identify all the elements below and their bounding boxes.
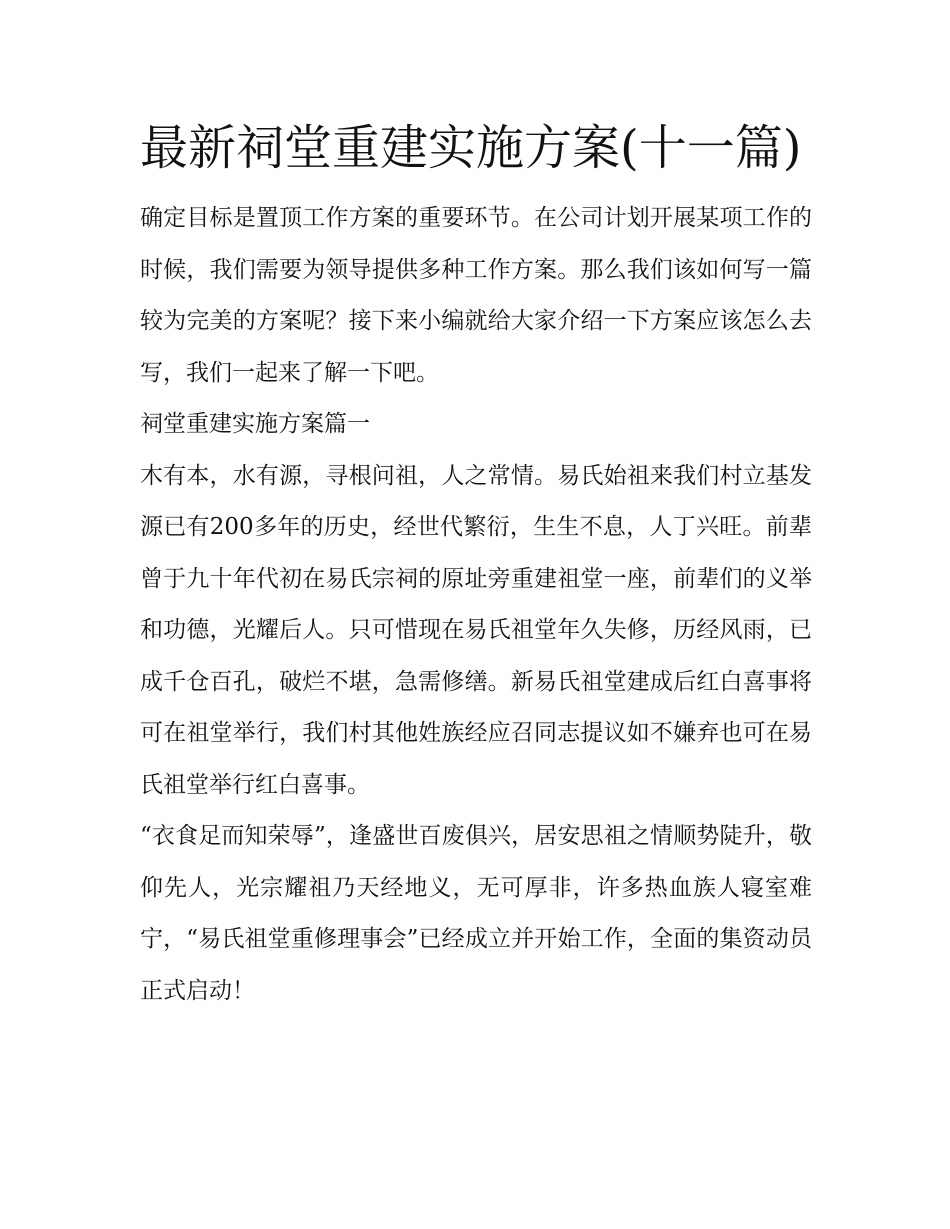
document-title: 最新祠堂重建实施方案(十一篇) <box>140 120 802 176</box>
body-paragraph-1: 木有本，水有源，寻根问祖，人之常情。易氏始祖来我们村立基发源已有200多年的历史，经世代繁衍，生生不息，人丁兴旺。前辈曾于九十年代初在易氏宗祠的原址旁重建祖堂一座，前辈们的义举和功德，光耀后人。只可惜现在易氏祖堂年久失修，历经风雨，已成千仓百孔，破烂不堪，急需修缮。新易氏祖堂建成后红白喜事将可在祖堂举行，我们村其他姓族经应召同志提议如不嫌弃也可在易氏祖堂举行红白喜事。 <box>140 462 812 798</box>
document-page <box>140 113 812 1017</box>
body-paragraph-2: “衣食足而知荣辱”，逢盛世百废俱兴，居安思祖之情顺势陡升，敬仰先人，光宗耀祖乃天经地义，无可厚非，许多热血族人寝室难宁，“易氏祖堂重修理事会”已经成立并开始工作，全面的集资动员正式启动！ <box>140 823 812 1004</box>
intro-paragraph: 确定目标是置顶工作方案的重要环节。在公司计划开展某项工作的时候，我们需要为领导提供多种工作方案。那么我们该如何写一篇较为完美的方案呢？接下来小编就给大家介绍一下方案应该怎么去写，我们一起来了解一下吧。 <box>140 205 812 386</box>
section-heading: 祠堂重建实施方案篇一 <box>140 411 370 437</box>
